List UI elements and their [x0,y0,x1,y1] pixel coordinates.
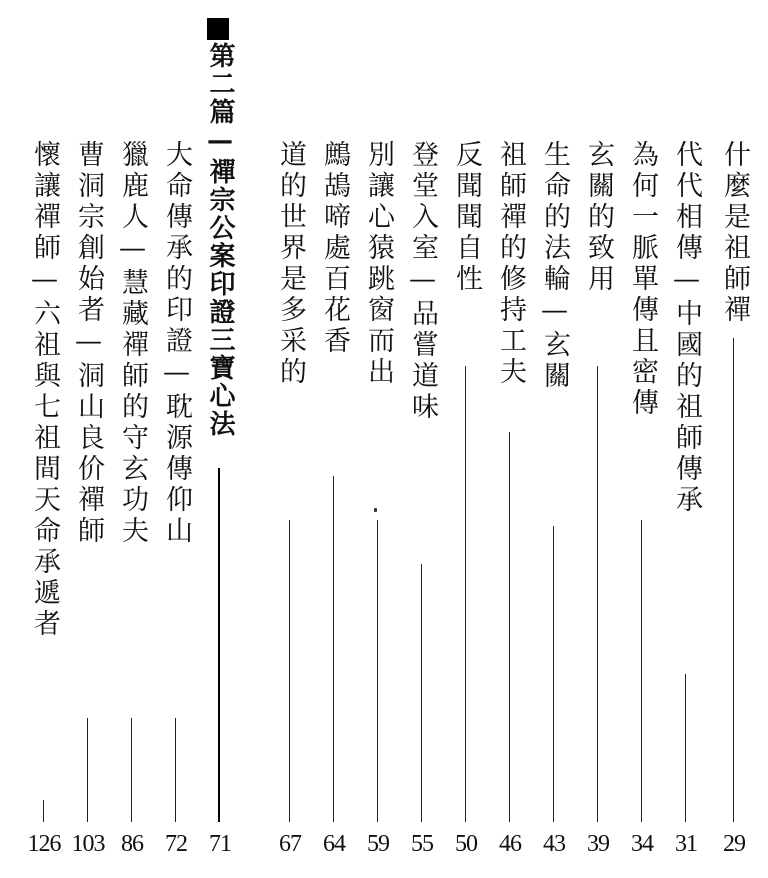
entry-title: 懷讓禪師—六祖與七祖間天命承遞者 [29,140,60,640]
dot-leader [377,520,378,822]
dot-leader [685,674,686,822]
toc-entry [154,0,198,878]
dot-leader [175,718,176,822]
dot-leader [465,366,466,822]
page-number: 46 [499,831,521,857]
page-number: 43 [543,831,565,857]
toc-entry [532,0,576,878]
page-number: 103 [71,831,105,857]
dot-leader [597,366,598,822]
page-number: 86 [121,831,143,857]
entry-title: 什麼是祖師禪 [719,140,750,326]
dot-leader [553,526,554,822]
toc-entry [488,0,532,878]
page-number: 34 [631,831,653,857]
entry-title: 為何一脈單傳且密傳 [627,140,658,419]
toc-entry [712,0,756,878]
dot-leader [43,800,44,822]
page-number: 29 [723,831,745,857]
page-number: 71 [209,831,231,857]
toc-entry [22,0,66,878]
entry-title: 曹洞宗創始者—洞山良价禪師 [73,140,104,547]
page-number: 59 [367,831,389,857]
part-heading [198,0,242,878]
entry-title: 大命傳承的印證—耽源傳仰山 [161,140,192,547]
dot-leader [87,718,88,822]
page-number: 67 [279,831,301,857]
dot-leader [131,718,132,822]
page-number: 50 [455,831,477,857]
toc-entry [268,0,312,878]
entry-title: 鷓鴣啼處百花香 [319,140,350,357]
toc-entry [356,0,400,878]
page-number: 72 [165,831,187,857]
dot-leader [733,338,734,822]
toc-entry [664,0,708,878]
dot-leader [218,468,220,822]
page-number: 126 [27,831,61,857]
toc-entry [66,0,110,878]
toc-entry [400,0,444,878]
page-number: 55 [411,831,433,857]
toc-entry [110,0,154,878]
entry-title: 獵鹿人—慧藏禪師的守玄功夫 [117,140,148,547]
page-number: 64 [323,831,345,857]
entry-title: 登堂入室—品嘗道味 [407,140,438,423]
dot-leader [333,476,334,822]
dot-leader [289,520,290,822]
dot-leader [509,432,510,822]
part-title: 第二篇—禪宗公案印證三寶心法 [205,42,235,438]
toc-entry [312,0,356,878]
page-number: 31 [675,831,697,857]
dot-leader [641,520,642,822]
entry-title: 生命的法輪—玄關 [539,140,570,392]
toc-entry [444,0,488,878]
entry-title: 祖師禪的修持工夫 [495,140,526,388]
page-number: 39 [587,831,609,857]
print-speck [374,508,377,512]
entry-title: 道的世界是多采的 [275,140,306,388]
toc-entry [576,0,620,878]
entry-title: 別讓心猿跳窗而出 [363,140,394,388]
entry-title: 玄關的致用 [583,140,614,295]
dot-leader [421,564,422,822]
entry-title: 反聞聞自性 [451,140,482,295]
toc-entry [620,0,664,878]
section-mark [207,18,229,40]
entry-title: 代代相傳—中國的祖師傳承 [671,140,702,516]
